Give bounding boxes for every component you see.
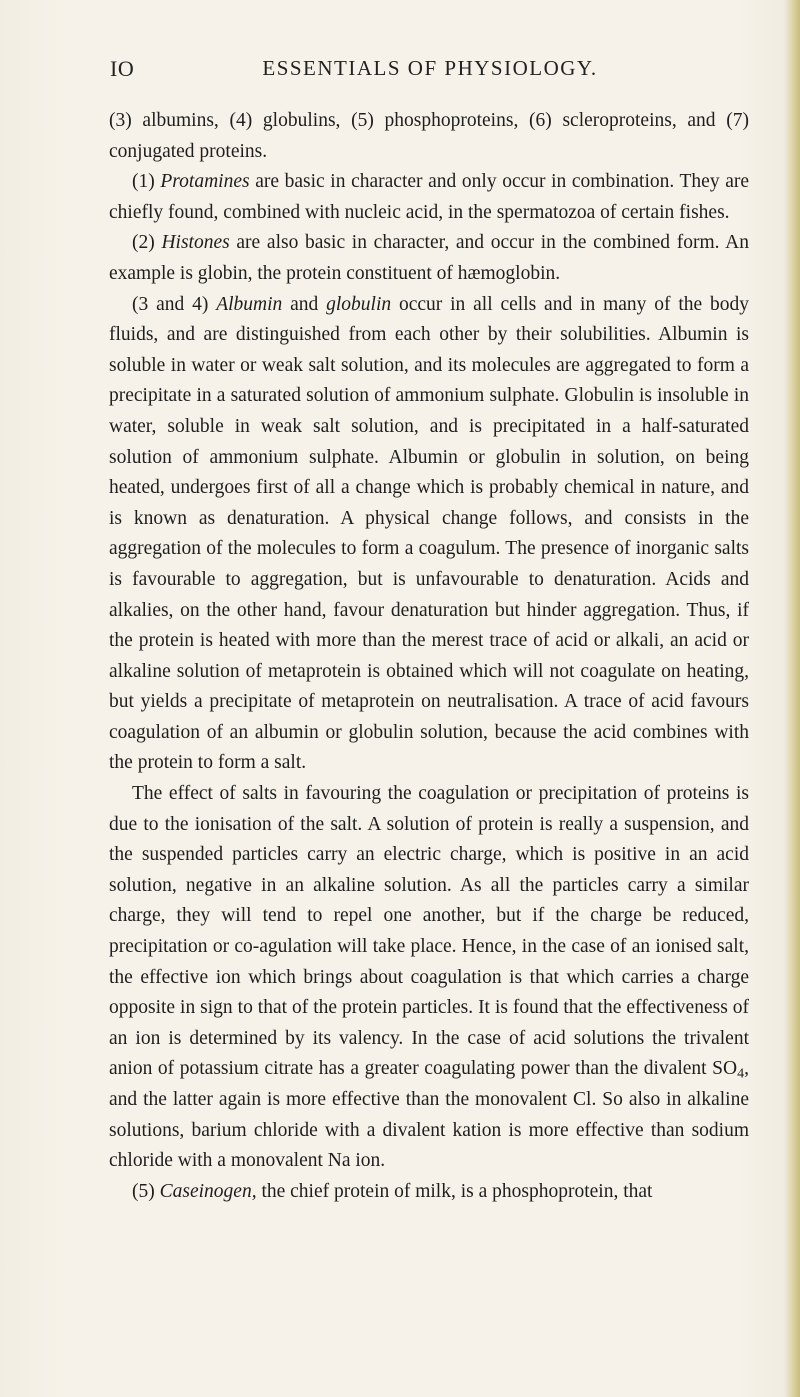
paragraph-text: the chief protein of milk, is a phosphoprotein, that bbox=[261, 1180, 653, 1202]
page-number: IO bbox=[110, 56, 135, 81]
term-protamines: Protamines bbox=[160, 171, 250, 193]
paragraph-text: (3) albumins, (4) globulins, (5) phosphoproteins, (6) scleroproteins, and (7) conjugated proteins. bbox=[109, 110, 749, 162]
term-caseinogen: Caseinogen, bbox=[159, 1180, 257, 1202]
paragraph-caseinogen bbox=[109, 1177, 749, 1208]
paragraph-text-before: The effect of salts in favouring the coagulation or precipitation of proteins is due to the ionisation of the salt. A solution of protein is really a suspension, and the suspended particles carry an electric charge, which is positive in an acid solution, negative in an alkaline solution. As all the particles carry a similar charge, they will tend to repel one another, but if the charge be reduced, precipitation or co-agulation will take place. Hence, in the case of an ionised salt, the effective ion which brings about coagulation is that which carries a charge opposite in sign to that of the protein particles. It is found that the effectiveness of an ion is determined by its valency. In the case of acid solutions the trivalent anion of potassium citrate has a greater coagulating power than the divalent SO bbox=[109, 783, 749, 1080]
paragraph-number: (3 and 4) bbox=[132, 293, 209, 315]
paragraph-histones bbox=[109, 228, 749, 289]
paragraph-number: (1) bbox=[132, 171, 155, 193]
paragraph-number: (2) bbox=[132, 232, 155, 254]
term-histones: Histones bbox=[161, 232, 230, 254]
paragraph-protein-classes bbox=[109, 106, 749, 167]
term-joiner: and bbox=[290, 293, 319, 315]
paragraph-text-after: , and the latter again is more effective than the monovalent Cl. So also in alkaline solutions, barium chloride with a divalent kation is more effective than sodium chloride with a monovalent Na ion. bbox=[109, 1058, 749, 1172]
page-edge-shadow bbox=[784, 0, 800, 1397]
term-globulin: globulin bbox=[326, 293, 392, 315]
paragraph-text: occur in all cells and in many of the body fluids, and are distinguished from each other by their solubilities. Albumin is soluble in water or weak salt solution, and its molecules are aggregated to form a precipitate in a saturated solution of ammonium sulphate. Globulin is insoluble in water, soluble in weak salt solution, and is precipitated in a half-saturated solution of ammonium sulphate. Albumin or globulin in solution, on being heated, undergoes first of all a change which is probably chemical in nature, and is known as denaturation. A physical change follows, and consists in the aggregation of the molecules to form a coagulum. The presence of inorganic salts is favourable to aggregation, but is unfavourable to denaturation. Acids and alkalies, on the other hand, favour denaturation but hinder aggregation. Thus, if the protein is heated with more than the merest trace of acid or alkali, an acid or alkaline solution of metaprotein is obtained which will not coagulate on heating, but yields a precipitate of metaprotein on neutralisation. A trace of acid favours coagulation of an albumin or globulin solution, because the acid combines with the protein to form a salt. bbox=[109, 293, 749, 774]
paragraph-number: (5) bbox=[132, 1180, 155, 1202]
sulphate-subscript: 4 bbox=[737, 1065, 745, 1082]
paragraph-text: are basic in character and only occur in combination. They are chiefly found, combined with nucleic acid, in the spermatozoa of certain fishes. bbox=[109, 171, 750, 223]
term-albumin: Albumin bbox=[216, 293, 283, 315]
running-title: ESSENTIALS OF PHYSIOLOGY. bbox=[262, 56, 598, 80]
body-text bbox=[109, 106, 749, 1207]
page-header bbox=[110, 56, 750, 84]
paragraph-text: are also basic in character, and occur in the combined form. An example is globin, the protein constituent of hæmoglobin. bbox=[109, 232, 749, 284]
paragraph-albumin-globulin bbox=[109, 290, 749, 780]
paragraph-salt-effects bbox=[109, 779, 749, 1177]
paragraph-protamines bbox=[109, 167, 749, 228]
